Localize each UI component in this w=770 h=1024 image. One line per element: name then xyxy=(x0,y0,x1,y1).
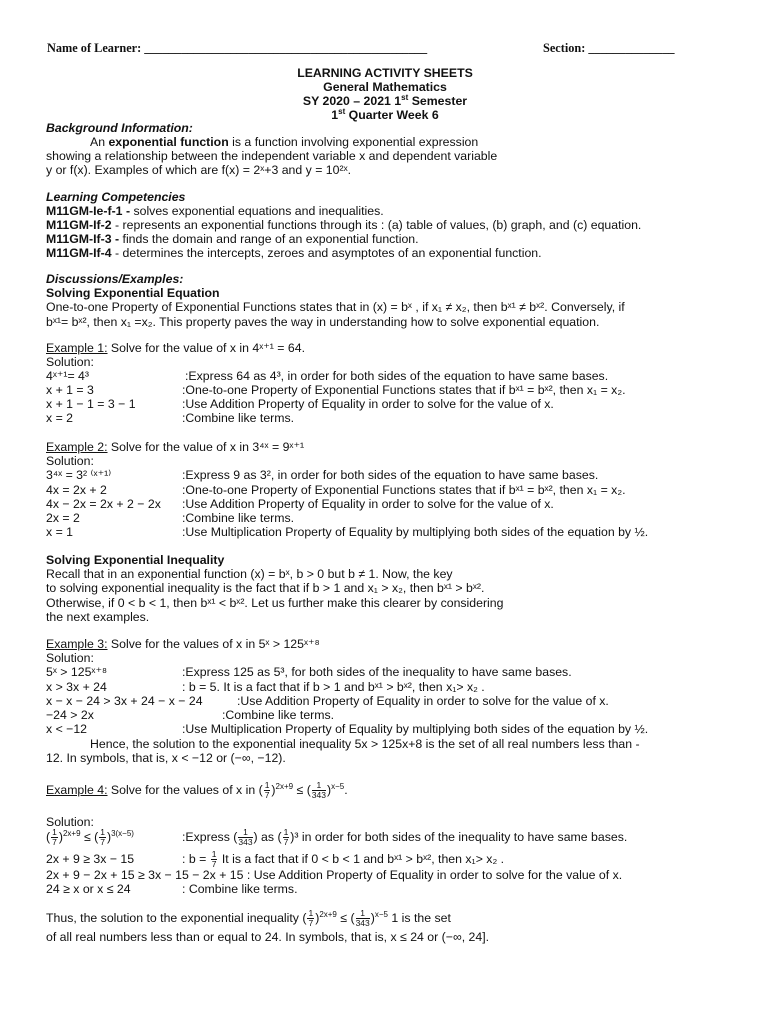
step-reason: :Use Addition Property of Equality in order to solve for the value of x. xyxy=(182,497,554,511)
fraction: $\frac{1}{7}$ xyxy=(264,780,270,801)
competency-item: M11GM-If-3 - finds the domain and range of an exponential function. xyxy=(46,232,419,246)
background-heading: Background Information: xyxy=(46,121,193,135)
step-equation: ( $\frac{1}{7}$ )$^{2x+9}$ ≤ ( $\frac{1}{7}$ )$^{3(x-5)}$ xyxy=(46,827,134,848)
background-line-3: y or f(x). Examples of which are f(x) = 2ˣ+3 and y = 10²ˣ. xyxy=(46,163,352,177)
step-equation: 4x = 2x + 2 xyxy=(46,483,107,497)
step-reason: :Use Addition Property of Equality in order to solve for the value of x. xyxy=(182,397,554,411)
solution-label: Solution: xyxy=(46,815,94,829)
step-equation: 4x − 2x = 2x + 2 − 2x xyxy=(46,497,161,511)
example-4-prompt: Example 4: Solve for the values of x in ( $\frac{1}{7}$ )$^{2x+9}$ ≤ ( $\frac{1}{343}$ )$^{x-5}$. xyxy=(46,780,348,801)
step-equation: −24 > 2x xyxy=(46,708,94,722)
step-equation: 2x = 2 xyxy=(46,511,80,525)
inequality-line-1: Recall that in an exponential function (x) = bˣ, b > 0 but b ≠ 1. Now, the key xyxy=(46,567,453,581)
conclusion-line-1: Thus, the solution to the exponential inequality ( $\frac{1}{7}$ )$^{2x+9}$ ≤ ( $\frac{1}{343}$ )$^{x-5}$ 1 is the set xyxy=(46,908,451,929)
quarter-week: 1st Quarter Week 6 xyxy=(331,106,439,122)
step-reason: : b = $\frac{1}{7}$ It is a fact that if 0 < b < 1 and bˣ¹ > bˣ², then x₁> x₂ . xyxy=(182,849,505,870)
step-equation: x − x − 24 > 3x + 24 − x − 24 xyxy=(46,694,203,708)
step-equation: 5ˣ > 125ˣ⁺⁸ xyxy=(46,665,108,679)
step-equation: x + 1 − 1 = 3 − 1 xyxy=(46,397,136,411)
learner-name-field: Name of Learner: ______________________________________________ xyxy=(47,41,428,55)
step-reason: :Combine like terms. xyxy=(222,708,335,722)
step-reason: : b = 5. It is a fact that if b > 1 and bˣ¹ > bˣ², then x₁> x₂ . xyxy=(182,680,485,694)
step-equation: x + 1 = 3 xyxy=(46,383,94,397)
subject-title: General Mathematics xyxy=(323,80,447,94)
example-1-prompt: Example 1: Solve for the value of x in 4ˣ⁺¹ = 64. xyxy=(46,341,305,355)
step-reason: :One-to-one Property of Exponential Functions states that if bˣ¹ = bˣ², then x₁ = x₂. xyxy=(182,483,626,497)
solution-label: Solution: xyxy=(46,454,94,468)
step-reason: :Combine like terms. xyxy=(182,411,295,425)
competencies-heading: Learning Competencies xyxy=(46,190,186,204)
competency-item: M11GM-Ie-f-1 - solves exponential equations and inequalities. xyxy=(46,204,384,218)
step-reason: :Use Multiplication Property of Equality by multiplying both sides of the equation by ½. xyxy=(182,525,649,539)
conclusion-line-2: of all real numbers less than or equal to 24. In symbols, that is, x ≤ 24 or (−∞, 24]. xyxy=(46,930,490,944)
example-3-prompt: Example 3: Solve for the values of x in 5ˣ > 125ˣ⁺⁸ xyxy=(46,637,320,651)
property-line-1: One-to-one Property of Exponential Functions states that in (x) = bˣ , if x₁ ≠ x₂, then bˣ¹ ≠ bˣ². Conversely, if xyxy=(46,300,625,314)
step-equation: 2x + 9 ≥ 3x − 15 xyxy=(46,852,135,866)
exponential-equation-heading: Solving Exponential Equation xyxy=(46,286,220,300)
step-reason: :Combine like terms. xyxy=(182,511,295,525)
solution-label: Solution: xyxy=(46,355,94,369)
discussion-heading: Discussions/Examples: xyxy=(46,272,184,286)
step-equation: x = 1 xyxy=(46,525,74,539)
fraction: $\frac{1}{343}$ xyxy=(311,780,326,801)
section-field: Section: ______________ xyxy=(543,41,675,55)
step-reason: :Express 64 as 4³, in order for both sides of the equation to have same bases. xyxy=(185,369,609,383)
step-equation: x > 3x + 24 xyxy=(46,680,107,694)
step-reason: :Express 125 as 5³, for both sides of the inequality to have same bases. xyxy=(182,665,572,679)
exponential-inequality-heading: Solving Exponential Inequality xyxy=(46,553,225,567)
hence-line-2: 12. In symbols, that is, x < −12 or (−∞, −12). xyxy=(46,751,286,765)
competency-item: M11GM-If-2 - represents an exponential functions through its : (a) table of values, (b) graph, and (c) equation. xyxy=(46,218,642,232)
step-reason: :One-to-one Property of Exponential Functions states that if bˣ¹ = bˣ², then x₁ = x₂. xyxy=(182,383,626,397)
page-title: LEARNING ACTIVITY SHEETS xyxy=(297,66,473,80)
property-line-2: bˣ¹= bˣ², then x₁ =x₂. This property paves the way in understanding how to solve exponential equation. xyxy=(46,315,600,329)
step-equation: x < −12 xyxy=(46,722,88,736)
step-reason: :Use Multiplication Property of Equality by multiplying both sides of the equation by ½. xyxy=(182,722,649,736)
inequality-line-4: the next examples. xyxy=(46,610,150,624)
step-equation: x = 2 xyxy=(46,411,74,425)
hence-line-1: Hence, the solution to the exponential inequality 5x > 125x+8 is the set of all real numbers less than - xyxy=(90,737,640,751)
solution-label: Solution: xyxy=(46,651,94,665)
step-reason: :Express 9 as 3², in order for both sides of the equation to have same bases. xyxy=(182,468,599,482)
background-line-2: showing a relationship between the independent variable x and dependent variable xyxy=(46,149,498,163)
step-equation: 2x + 9 − 2x + 15 ≥ 3x − 15 − 2x + 15 : Use Addition Property of Equality in order to solve for the value of x. xyxy=(46,868,623,882)
background-line-1: An exponential function is a function involving exponential expression xyxy=(90,135,479,149)
example-2-prompt: Example 2: Solve for the value of x in 3⁴ˣ = 9ˣ⁺¹ xyxy=(46,440,305,454)
school-year: SY 2020 – 2021 1st Semester xyxy=(302,92,468,108)
competency-item: M11GM-If-4 - determines the intercepts, zeroes and asymptotes of an exponential function. xyxy=(46,246,542,260)
step-reason: :Use Addition Property of Equality in order to solve for the value of x. xyxy=(237,694,609,708)
inequality-line-2: to solving exponential inequality is the fact that if b > 1 and x₁ > x₂, then bˣ¹ > bˣ². xyxy=(46,581,485,595)
step-equation: 3⁴ˣ = 3² ⁽ˣ⁺¹⁾ xyxy=(46,468,112,482)
step-equation: 4ˣ⁺¹= 4³ xyxy=(46,369,89,383)
inequality-line-3: Otherwise, if 0 < b < 1, then bˣ¹ < bˣ². Let us further make this clearer by considering xyxy=(46,596,504,610)
step-reason: :Express ( $\frac{1}{343}$ ) as ( $\frac{1}{7}$ )³ in order for both sides of the inequality to have same bases. xyxy=(182,827,628,848)
step-equation: 24 ≥ x or x ≤ 24 xyxy=(46,882,131,896)
step-reason: : Combine like terms. xyxy=(182,882,298,896)
